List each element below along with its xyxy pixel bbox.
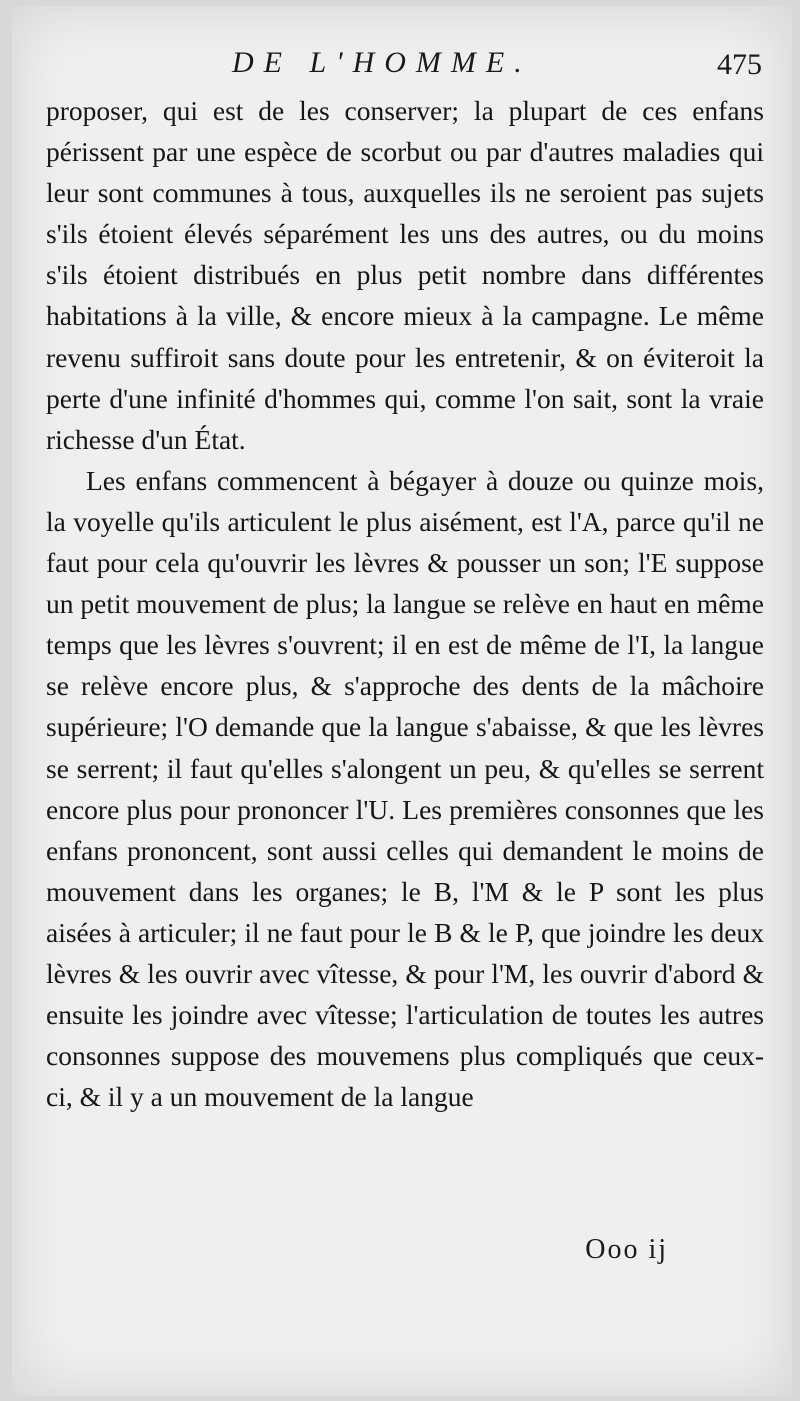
- paragraph-1: proposer, qui est de les conserver; la plupart de ces enfans périssent par une espèce de scorbut ou par d'autres maladies qui leur sont communes à tous, auxquelles ils ne seroient pas sujets s'ils étoient élevés séparément les uns des autres, ou du moins s'ils étoient distribués en plus petit nombre dans différentes habitations à la ville, & encore mieux à la campagne. Le même revenu suffiroit sans doute pour les entretenir, & on éviteroit la perte d'une infinité d'hommes qui, comme l'on sait, sont la vraie richesse d'un État.: [46, 95, 764, 455]
- paragraph-2: Les enfans commencent à bégayer à douze ou quinze mois, la voyelle qu'ils articulent le plus aisément, est l'A, parce qu'il ne faut pour cela qu'ouvrir les lèvres & pousser un son; l'E suppose un petit mouvement de plus; la langue se relève en haut en même temps que les lèvres s'ouvrent; il en est de même de l'I, la langue se relève encore plus, & s'approche des dents de la mâchoire supérieure; l'O demande que la langue s'abaisse, & que les lèvres se serrent; il faut qu'elles s'alongent un peu, & qu'elles se serrent encore plus pour prononcer l'U. Les premières consonnes que les enfans prononcent, sont aussi celles qui demandent le moins de mouvement dans les organes; le B, l'M & le P sont les plus aisées à articuler; il ne faut pour le B & le P, que joindre les deux lèvres & les ouvrir avec vîtesse, & pour l'M, les ouvrir d'abord & ensuite les joindre avec vîtesse; l'articulation de toutes les autres consonnes suppose des mouvemens plus compliqués que ceux-ci, & il y a un mouvement de la langue: [46, 464, 764, 1113]
- page-header: [12, 46, 792, 96]
- body-text: [46, 90, 764, 1117]
- page-number: 475: [717, 48, 762, 81]
- book-page: [12, 6, 792, 1396]
- printer-signature: Ooo ij: [585, 1234, 668, 1265]
- running-head: DE L'HOMME.: [232, 46, 532, 79]
